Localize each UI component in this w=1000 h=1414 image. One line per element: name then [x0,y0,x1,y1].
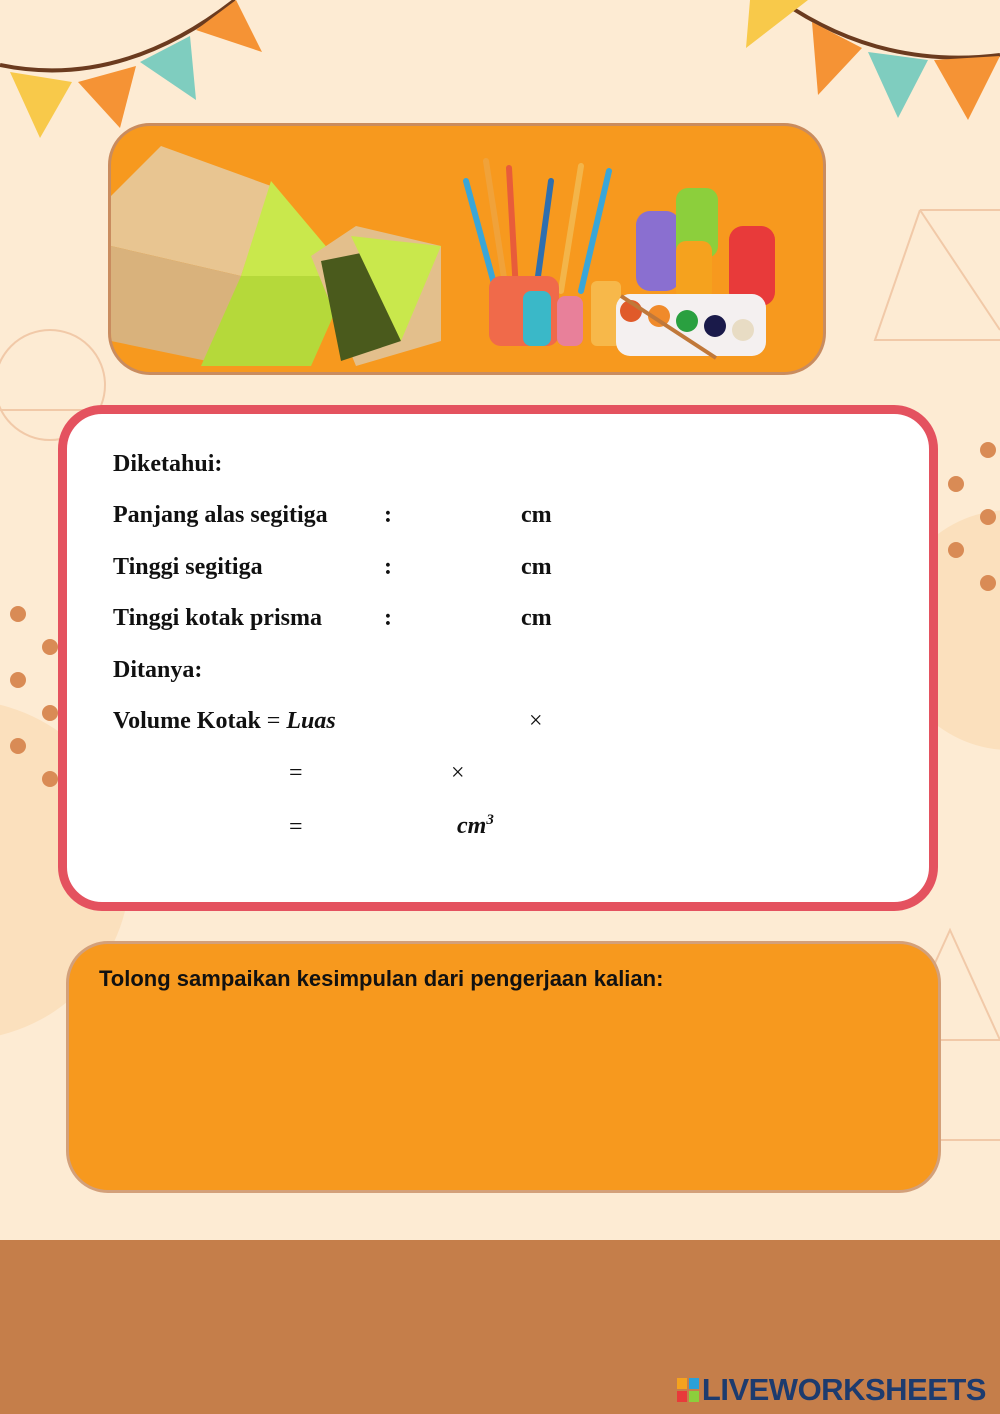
formula-label: Volume Kotak [113,708,261,734]
result-unit [457,812,494,840]
asked-heading: Ditanya: [113,657,203,683]
prism-boxes-illustration [111,146,441,366]
banner-illustrations [111,126,826,375]
formula-equals: = [266,708,281,734]
given-colon-triangle-height: : [384,554,392,580]
given-unit-triangle-height: cm [521,554,552,580]
bunting-left [0,0,262,138]
brand-text: LIVEWORKSHEETS [701,1372,986,1407]
result-unit-base: cm [457,813,487,839]
given-unit-prism-height: cm [521,605,552,631]
formula-luas: Luas [286,708,336,734]
given-unit-base: cm [521,502,552,528]
given-label-triangle-height: Tinggi segitiga [113,554,263,580]
liveworksheets-logo-icon [677,1378,699,1402]
conclusion-card[interactable] [66,941,941,1193]
formula-times-1: × [529,708,543,734]
art-supplies-illustration [466,161,775,358]
step2-equals: = [289,814,303,840]
result-unit-exp: 3 [486,812,494,828]
bunting-right [746,0,1000,120]
given-heading: Diketahui: [113,451,223,477]
given-label-prism-height: Tinggi kotak prisma [113,605,322,631]
formula-line [113,708,336,735]
given-label-base: Panjang alas segitiga [113,502,328,528]
conclusion-prompt: Tolong sampaikan kesimpulan dari pengerjaan kalian: [99,966,664,991]
header-banner [108,123,826,375]
step1-equals: = [289,760,303,786]
worksheet-card [58,405,938,911]
liveworksheets-brand[interactable] [677,1372,986,1408]
given-colon-prism-height: : [384,605,392,631]
step1-times: × [451,760,465,786]
given-colon-base: : [384,502,392,528]
